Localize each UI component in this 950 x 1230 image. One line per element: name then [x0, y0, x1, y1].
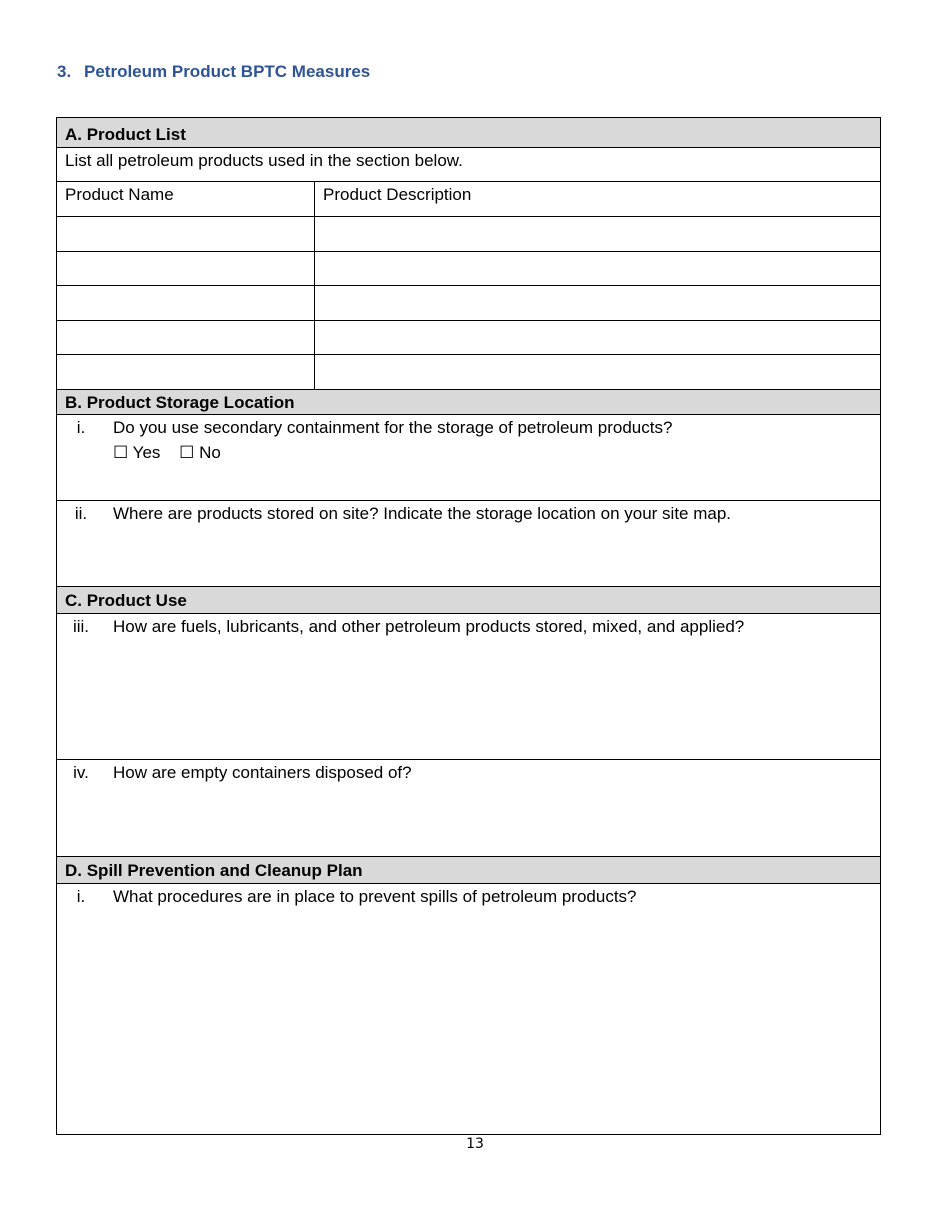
instruction-text: List all petroleum products used in the section below. [65, 151, 463, 170]
table-row [57, 354, 880, 389]
storage-location-title: B. Product Storage Location [65, 393, 295, 412]
question-numeral: i. [76, 418, 86, 437]
question-numeral: i. [76, 887, 86, 906]
product-name-cell[interactable] [57, 355, 315, 389]
product-description-cell[interactable] [315, 355, 880, 389]
question-text: What procedures are in place to prevent spills of petroleum products? [113, 887, 637, 906]
product-description-cell[interactable] [315, 321, 880, 354]
product-description-cell[interactable] [315, 286, 880, 320]
product-use-header [57, 586, 880, 613]
product-name-cell[interactable] [57, 321, 315, 354]
question-numeral: iii. [72, 617, 90, 636]
question-text: How are fuels, lubricants, and other petroleum products stored, mixed, and applied? [113, 617, 745, 636]
question-row[interactable] [57, 883, 880, 1134]
checkbox-icon[interactable]: ☐ [179, 443, 195, 462]
question-row[interactable] [57, 500, 880, 586]
product-description-cell[interactable] [315, 217, 880, 251]
product-list-header [57, 118, 880, 147]
question-text: Do you use secondary containment for the storage of petroleum products? [113, 418, 673, 437]
checkbox-icon[interactable]: ☐ [113, 443, 129, 462]
yes-label: Yes [132, 443, 161, 462]
table-row [57, 285, 880, 320]
question-numeral: ii. [74, 504, 88, 523]
column-header-product-description: Product Description [323, 185, 472, 204]
section-heading [57, 62, 370, 82]
no-label: No [199, 443, 221, 462]
question-numeral: iv. [73, 763, 89, 782]
product-description-cell[interactable] [315, 252, 880, 285]
section-title: Petroleum Product BPTC Measures [84, 62, 371, 81]
product-list-title: A. Product List [65, 125, 186, 144]
question-text: Where are products stored on site? Indicate the storage location on your site map. [113, 504, 732, 523]
yes-option[interactable] [113, 443, 160, 462]
table-header-row [57, 181, 880, 216]
table-row [57, 320, 880, 354]
question-row[interactable] [57, 414, 880, 500]
question-row[interactable] [57, 613, 880, 759]
spill-prevention-header [57, 856, 880, 883]
table-row [57, 251, 880, 285]
column-header-product-name: Product Name [57, 182, 315, 216]
page-number: 13 [466, 1136, 484, 1152]
storage-location-header [57, 389, 880, 414]
product-name-cell[interactable] [57, 252, 315, 285]
question-row[interactable] [57, 759, 880, 856]
product-use-title: C. Product Use [65, 591, 187, 610]
product-name-cell[interactable] [57, 217, 315, 251]
no-option[interactable] [179, 443, 221, 462]
secondary-containment-options [113, 443, 235, 463]
spill-prevention-title: D. Spill Prevention and Cleanup Plan [65, 861, 363, 880]
petroleum-form [56, 117, 881, 1135]
question-text: How are empty containers disposed of? [113, 763, 412, 782]
section-number: 3. [57, 62, 72, 81]
product-list-instruction [57, 147, 880, 181]
product-name-cell[interactable] [57, 286, 315, 320]
table-row [57, 216, 880, 251]
